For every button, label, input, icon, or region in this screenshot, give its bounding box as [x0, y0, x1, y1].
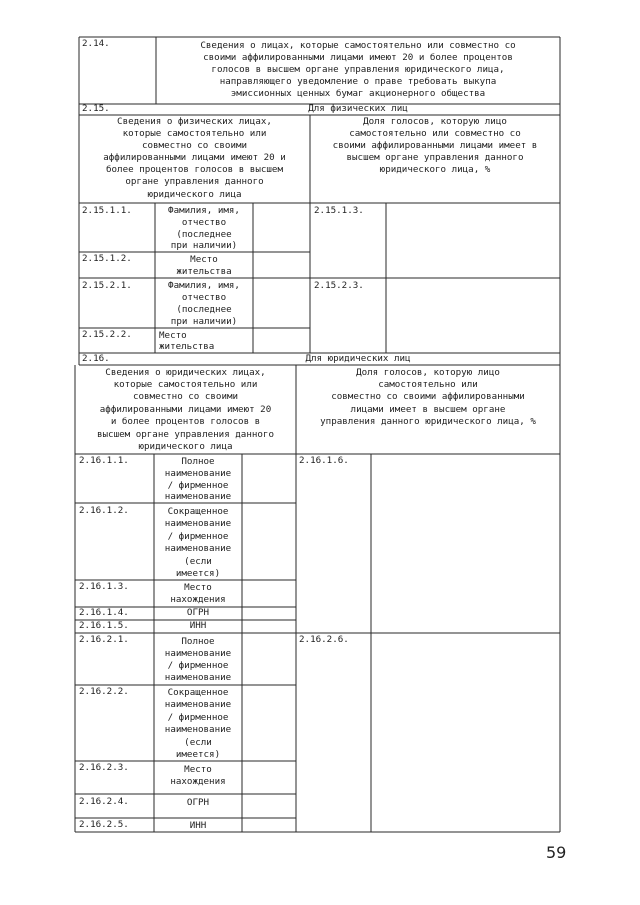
share-number-2-15-2-3: 2.15.2.3. — [314, 280, 364, 291]
row-label-2-16-2-5: ИНН — [189, 820, 207, 831]
row-number-2-15-2-1: 2.15.2.1. — [82, 280, 132, 291]
row-number-2-16-1-2: 2.16.1.2. — [79, 505, 129, 516]
section-2-16-left-header-7: юридического лица — [138, 441, 233, 452]
row-label-2-16-2-4: ОГРН — [186, 797, 210, 808]
row-label-2-16-2-2-line-1: Сокращенное — [167, 687, 229, 698]
row-label-2-15-2-1-line-1: Фамилия, имя, — [168, 280, 240, 291]
section-2-15-right-header-5: юридического лица, % — [379, 164, 491, 175]
section-2-16-left-header-2: которые самостоятельно или — [113, 379, 258, 390]
section-2-16-left-header-1: Сведения о юридических лицах, — [105, 367, 266, 378]
section-number-2-15: 2.15. — [82, 103, 110, 114]
section-2-15-right-header-4: высшем органе управления данного — [346, 152, 524, 163]
row-label-2-16-1-4: ОГРН — [186, 607, 210, 618]
section-2-14-line-3: голосов в высшем органе управления юридического лица, — [211, 64, 505, 75]
row-number-2-15-2-2: 2.15.2.2. — [82, 329, 132, 340]
section-2-14-line-2: своими аффилированными лицами имеют 20 и более процентов — [203, 52, 513, 63]
share-number-2-16-1-6: 2.16.1.6. — [299, 455, 349, 466]
section-2-16-left-header-6: высшем органе управления данного — [96, 429, 274, 440]
section-2-14-line-5: эмиссионных ценных бумаг акционерного общества — [230, 88, 486, 99]
row-label-2-16-1-1-line-2: наименование — [164, 468, 232, 479]
row-number-2-16-2-5: 2.16.2.5. — [79, 819, 129, 830]
row-label-2-15-2-2-line-2: жительства — [159, 341, 215, 352]
section-2-16-right-header-1: Доля голосов, которую лицо — [356, 367, 500, 378]
row-number-2-16-1-4: 2.16.1.4. — [79, 607, 129, 618]
row-label-2-16-2-1-line-3: / фирменное — [167, 660, 229, 671]
section-2-15-left-header-3: совместно со своими — [141, 140, 248, 151]
row-label-2-16-1-2-line-1: Сокращенное — [167, 506, 229, 517]
row-label-2-16-1-1-line-4: наименование — [164, 491, 232, 502]
row-number-2-16-2-3: 2.16.2.3. — [79, 762, 129, 773]
row-label-2-16-2-2-line-5: (если — [184, 737, 212, 748]
row-number-2-16-1-5: 2.16.1.5. — [79, 620, 129, 631]
section-2-15-left-header-6: органе управления данного — [125, 176, 264, 187]
section-2-16-right-header-3: совместно со своими аффилированными — [331, 391, 525, 402]
row-label-2-16-1-2-line-4: наименование — [164, 543, 232, 554]
row-number-2-16-2-1: 2.16.2.1. — [79, 634, 129, 645]
row-label-2-16-2-1-line-2: наименование — [164, 648, 232, 659]
section-2-14-line-1: Сведения о лицах, которые самостоятельно или совместно со — [200, 40, 516, 51]
row-label-2-16-2-2-line-4: наименование — [164, 724, 232, 735]
row-number-2-15-1-1: 2.15.1.1. — [82, 205, 132, 216]
section-2-16-title: Для юридических лиц — [305, 353, 411, 364]
row-label-2-16-1-1-line-1: Полное — [181, 456, 215, 467]
section-number-2-16: 2.16. — [82, 353, 110, 364]
row-label-2-15-2-1-line-4: при наличии) — [170, 316, 238, 327]
section-2-15-right-header-3: своими аффилированными лицами имеет в — [332, 140, 538, 151]
row-label-2-16-1-1-line-3: / фирменное — [167, 480, 229, 491]
row-label-2-15-1-1-line-3: (последнее — [176, 229, 232, 240]
section-2-14-line-4: направляющего уведомление о праве требовать выкупа — [219, 76, 497, 87]
row-label-2-15-2-2-line-1: Место — [159, 330, 187, 341]
row-label-2-16-1-2-line-3: / фирменное — [167, 531, 229, 542]
row-label-2-16-2-3-line-2: нахождения — [170, 776, 226, 787]
section-2-15-left-header-4: аффилированными лицами имеют 20 и — [103, 152, 286, 163]
section-2-16-right-header-5: управления данного юридического лица, % — [320, 416, 536, 427]
row-number-2-16-2-2: 2.16.2.2. — [79, 686, 129, 697]
section-2-16-left-header-3: совместно со своими — [132, 391, 239, 402]
row-label-2-15-1-2-line-1: Место — [190, 254, 218, 265]
section-2-16-left-header-5: и более процентов голосов в — [110, 416, 261, 427]
section-2-15-left-header-7: юридического лица — [147, 189, 242, 200]
row-number-2-16-1-3: 2.16.1.3. — [79, 581, 129, 592]
row-number-2-16-2-4: 2.16.2.4. — [79, 796, 129, 807]
row-label-2-15-2-1-line-3: (последнее — [176, 304, 232, 315]
row-label-2-15-2-1-line-2: отчество — [181, 292, 227, 303]
row-label-2-15-1-1-line-2: отчество — [181, 217, 227, 228]
row-label-2-16-1-5: ИНН — [189, 620, 207, 631]
page-number: 59 — [546, 843, 567, 862]
section-2-15-left-header-5: более процентов голосов в высшем — [105, 164, 283, 175]
section-2-16-right-header-2: самостоятельно или — [378, 379, 478, 390]
row-label-2-16-2-1-line-1: Полное — [181, 636, 215, 647]
section-number-2-14: 2.14. — [82, 38, 110, 49]
section-2-16-right-header-4: лицами имеет в высшем органе — [350, 404, 506, 415]
row-number-2-16-1-1: 2.16.1.1. — [79, 455, 129, 466]
row-label-2-16-2-2-line-3: / фирменное — [167, 712, 229, 723]
share-number-2-16-2-6: 2.16.2.6. — [299, 634, 349, 645]
row-label-2-15-1-2-line-2: жительства — [176, 266, 232, 277]
row-label-2-16-2-2-line-6: имеется) — [175, 749, 221, 760]
row-label-2-16-1-3-line-2: нахождения — [170, 594, 226, 605]
section-2-15-right-header-2: самостоятельно или совместно со — [349, 128, 521, 139]
row-label-2-16-1-2-line-5: (если — [184, 556, 212, 567]
row-label-2-16-1-3-line-1: Место — [184, 582, 212, 593]
row-label-2-16-2-3-line-1: Место — [184, 764, 212, 775]
row-label-2-16-2-2-line-2: наименование — [164, 699, 232, 710]
row-label-2-16-1-2-line-2: наименование — [164, 518, 232, 529]
section-2-15-right-header-1: Доля голосов, которую лицо — [363, 116, 507, 127]
row-label-2-15-1-1-line-4: при наличии) — [170, 240, 238, 251]
row-number-2-15-1-2: 2.15.1.2. — [82, 253, 132, 264]
section-2-15-title: Для физических лиц — [308, 103, 408, 114]
row-label-2-16-2-1-line-4: наименование — [164, 672, 232, 683]
row-label-2-16-1-2-line-6: имеется) — [175, 568, 221, 579]
row-label-2-15-1-1-line-1: Фамилия, имя, — [168, 205, 240, 216]
section-2-15-left-header-2: которые самостоятельно или — [122, 128, 267, 139]
section-2-16-left-header-4: аффилированными лицами имеют 20 — [99, 404, 272, 415]
share-number-2-15-1-3: 2.15.1.3. — [314, 205, 364, 216]
section-2-15-left-header-1: Сведения о физических лицах, — [117, 116, 272, 127]
